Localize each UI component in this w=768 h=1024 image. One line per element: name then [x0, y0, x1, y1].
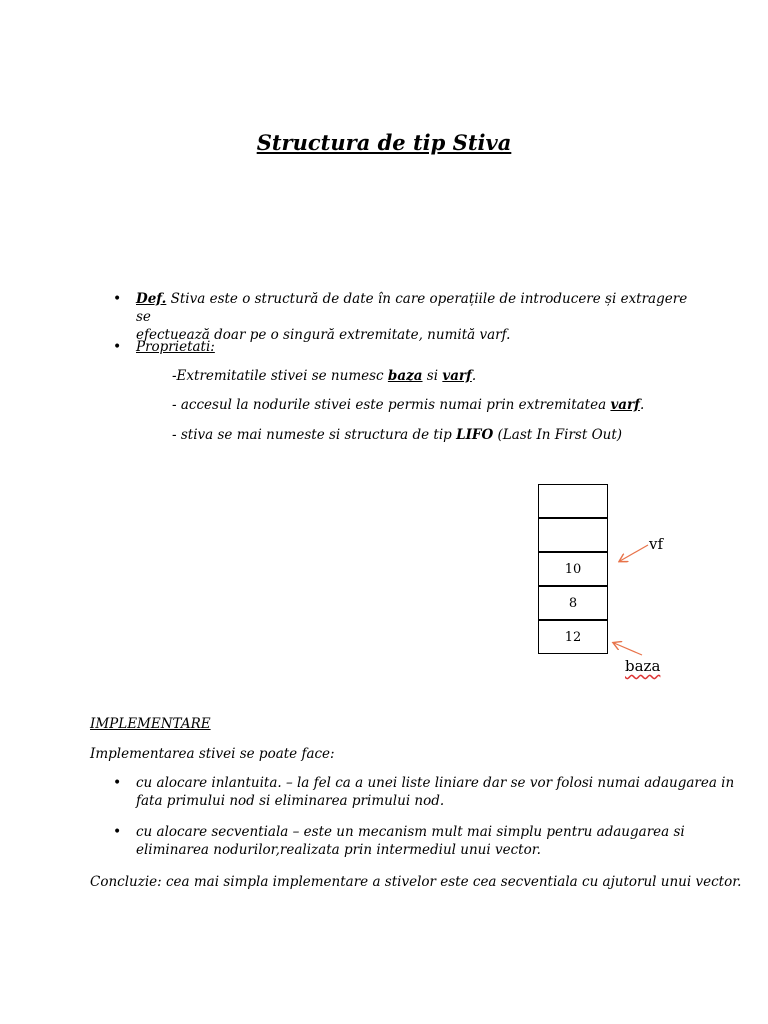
property-item-1: [172, 367, 476, 385]
bullet-dot: •: [113, 775, 122, 791]
stack-cell: [538, 484, 608, 518]
implementare-bullet-2: [136, 823, 736, 859]
baza-label: baza: [625, 657, 661, 675]
prop3-text: - stiva se mai numeste si structura de tip: [172, 427, 457, 443]
property-item-2: [172, 396, 644, 414]
proprietati-label: Proprietati:: [136, 339, 215, 355]
impl1-line2: fata primului nod si eliminarea primului nod.: [136, 793, 445, 809]
prop1-text: -Extremitatile stivei se numesc: [172, 368, 388, 384]
impl1-line1: cu alocare inlantuita. – la fel ca a unei liste liniare dar se vor folosi numai adaugarea in: [136, 775, 735, 791]
implementare-intro: Implementarea stivei se poate face:: [90, 746, 335, 762]
property-item-3: [172, 426, 622, 444]
stack-cell: 12: [538, 620, 608, 654]
prop1-baza: baza: [387, 368, 423, 384]
prop2-text: - accesul la nodurile stivei este permis numai prin extremitatea: [172, 397, 611, 413]
impl2-line1: cu alocare secventiala – este un mecanism mult mai simplu pentru adaugarea si: [136, 824, 685, 840]
concluzie: Concluzie: cea mai simpla implementare a stivelor este cea secventiala cu ajutorul unui vector.: [90, 874, 742, 890]
prop3-lifo: LIFO: [456, 427, 494, 443]
def-line2: efectuează doar pe o singură extremitate, numită varf.: [136, 327, 511, 343]
stack-cell: 10: [538, 552, 608, 586]
prop1-post: .: [471, 368, 477, 384]
prop1-varf: varf: [442, 368, 472, 384]
def-line1: Stiva este o structură de date în care operațiile de introducere și extragere se: [136, 291, 688, 325]
bullet-dot: •: [113, 824, 122, 840]
prop1-mid: si: [422, 368, 443, 384]
baza-arrow: [614, 643, 642, 655]
prop2-varf: varf: [610, 397, 640, 413]
prop3-post: (Last In First Out): [493, 427, 623, 443]
bullet-dot: •: [113, 291, 122, 307]
definition: [136, 290, 696, 344]
vf-label: vf: [649, 535, 664, 553]
def-label: Def.: [136, 291, 167, 307]
stack-cell: [538, 518, 608, 552]
prop2-post: .: [639, 397, 645, 413]
implementare-heading: IMPLEMENTARE: [90, 716, 211, 732]
page-title: Structura de tip Stiva: [256, 130, 512, 155]
impl2-line2: eliminarea nodurilor,realizata prin intermediul unui vector.: [136, 842, 541, 858]
bullet-dot: •: [113, 339, 122, 355]
stack-cell: 8: [538, 586, 608, 620]
vf-arrow: [620, 545, 648, 561]
implementare-bullet-1: [136, 774, 736, 810]
